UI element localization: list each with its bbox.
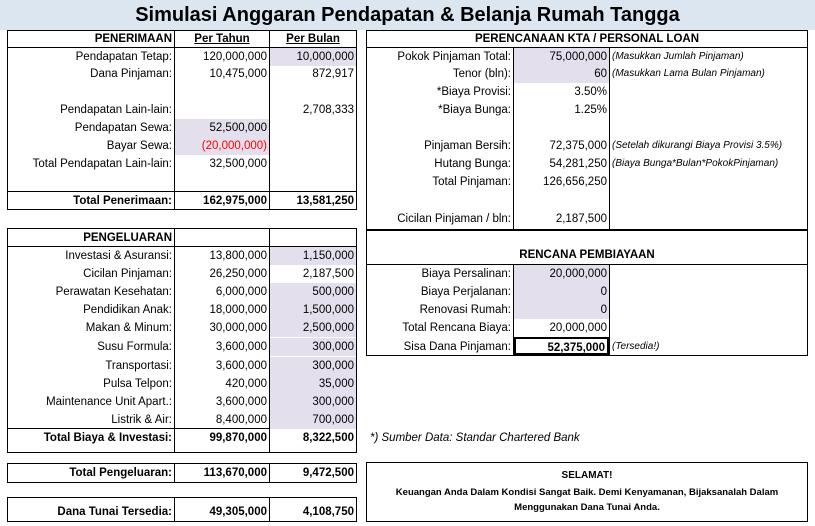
total-income-label: Total Penerimaan:	[73, 195, 172, 207]
loan-note: (Masukkan Jumlah Pinjaman)	[612, 51, 744, 62]
loan-label: Total Pinjaman:	[432, 176, 511, 188]
total-cost-year: 99,870,000	[209, 432, 267, 444]
page-title: Simulasi Anggaran Pendapatan & Belanja Rumah Tangga	[0, 0, 815, 30]
expense-year-value: 26,250,000	[209, 268, 267, 280]
expense-month-input[interactable]: 300,000	[270, 393, 356, 411]
plan-section-header: RENCANA PEMBIAYAAN	[519, 249, 655, 261]
remaining-note: (Tersedia!)	[612, 341, 660, 352]
expense-label: Transportasi:	[105, 360, 172, 372]
total-cost-label: Total Biaya & Investasi:	[43, 432, 172, 444]
loan-note: (Biaya Bunga*Bulan*PokokPinjaman)	[612, 158, 779, 169]
cash-year: 49,305,000	[209, 506, 267, 518]
total-income-month: 13,581,250	[296, 195, 354, 207]
expense-month-input[interactable]: 300,000	[270, 338, 356, 356]
loan-label: Tenor (bln):	[452, 68, 511, 80]
income-month-input[interactable]: 10,000,000	[270, 48, 356, 66]
plan-label: Biaya Persalinan:	[421, 268, 511, 280]
expense-year-value: 6,000,000	[215, 286, 267, 298]
expense-month-input[interactable]: 700,000	[270, 411, 356, 429]
installment-label: Cicilan Pinjaman / bln:	[397, 213, 511, 225]
loan-note	[610, 173, 807, 191]
total-expense-label: Total Pengeluaran:	[69, 467, 172, 479]
loan-label: *Biaya Bunga:	[438, 104, 511, 116]
expense-year-value: 8,400,000	[215, 414, 267, 426]
income-year-value	[175, 101, 269, 119]
per-year-header: Per Tahun	[194, 33, 250, 45]
expense-month-input[interactable]: 500,000	[270, 283, 356, 301]
income-year-input[interactable]: (20,000,000)	[175, 137, 269, 155]
loan-note: (Masukkan Lama Bulan Pinjaman)	[612, 68, 765, 79]
expense-year-value: 3,600,000	[215, 360, 267, 372]
remaining-value: 52,375,000	[514, 337, 609, 355]
total-expense-month: 9,472,500	[302, 467, 354, 479]
cash-label: Dana Tunai Tersedia:	[57, 506, 172, 518]
loan-note	[610, 101, 807, 119]
plan-value-input[interactable]: 0	[514, 301, 609, 319]
expense-label: Listrik & Air:	[111, 414, 172, 426]
income-month-value	[270, 119, 356, 137]
income-label: Pendapatan Lain-lain:	[60, 104, 172, 116]
income-month-value	[270, 155, 356, 173]
expense-label: Maintenance Unit Apart.:	[46, 396, 172, 408]
income-label: Total Pendapatan Lain-lain:	[32, 158, 172, 170]
expense-label: Pulsa Telpon:	[103, 378, 172, 390]
loan-note: (Setelah dikurangi Biaya Provisi 3.5%)	[612, 140, 783, 151]
expense-section-header: PENGELUARAN	[83, 232, 172, 244]
expense-year-value: 3,600,000	[215, 341, 267, 353]
income-section-header: PENERIMAAN	[94, 33, 172, 45]
loan-label: Pokok Pinjaman Total:	[397, 51, 511, 63]
income-year-value: 120,000,000	[203, 51, 267, 63]
expense-month-input[interactable]: 1,150,000	[270, 247, 356, 265]
congrats-title: SELAMAT!	[561, 470, 613, 481]
remaining-label: Sisa Dana Pinjaman:	[403, 341, 511, 353]
loan-value: 72,375,000	[549, 140, 607, 152]
loan-value: 1.25%	[574, 104, 607, 116]
expense-year-value: 13,800,000	[209, 250, 267, 262]
income-label: Bayar Sewa:	[106, 140, 172, 152]
expense-label: Susu Formula:	[97, 341, 172, 353]
income-year-input[interactable]: 52,500,000	[175, 119, 269, 137]
income-label: Pendapatan Tetap:	[75, 51, 172, 63]
expense-label: Investasi & Asuransi:	[65, 250, 172, 262]
plan-value: 20,000,000	[549, 322, 607, 334]
expense-year-value: 420,000	[225, 378, 267, 390]
loan-tenor-input[interactable]: 60	[514, 65, 609, 83]
income-month-value	[270, 137, 356, 155]
expense-year-value: 18,000,000	[209, 304, 267, 316]
congrats-message-2: Menggunakan Dana Tunai Anda.	[514, 502, 660, 513]
expense-month-input[interactable]: 300,000	[270, 357, 356, 375]
plan-label: Renovasi Rumah:	[419, 304, 511, 316]
income-year-value: 10,475,000	[209, 68, 267, 80]
income-year-value: 32,500,000	[209, 158, 267, 170]
income-month-value: 2,708,333	[302, 104, 354, 116]
expense-year-value: 30,000,000	[209, 322, 267, 334]
total-cost-month: 8,322,500	[302, 432, 354, 444]
expense-month-input[interactable]: 35,000	[270, 375, 356, 393]
expense-label: Cicilan Pinjaman:	[83, 268, 172, 280]
plan-value-input[interactable]: 0	[514, 283, 609, 301]
expense-label: Makan & Minum:	[85, 322, 172, 334]
loan-label: Pinjaman Bersih:	[424, 140, 511, 152]
loan-value: 126,656,250	[543, 176, 607, 188]
loan-label: Hutang Bunga:	[434, 158, 511, 170]
total-income-year: 162,975,000	[203, 195, 267, 207]
expense-year-value: 3,600,000	[215, 396, 267, 408]
income-month-value: 872,917	[312, 68, 354, 80]
loan-principal-input[interactable]: 75,000,000	[514, 48, 609, 66]
expense-month-value: 2,187,500	[302, 268, 354, 280]
loan-value: 54,281,250	[549, 158, 607, 170]
plan-label: Biaya Perjalanan:	[420, 286, 511, 298]
expense-label: Pendidikan Anak:	[83, 304, 172, 316]
loan-label: *Biaya Provisi:	[436, 86, 511, 98]
plan-value-input[interactable]: 20,000,000	[514, 265, 609, 283]
plan-label: Total Rencana Biaya:	[402, 322, 511, 334]
loan-note	[610, 83, 807, 101]
congrats-message: Keuangan Anda Dalam Kondisi Sangat Baik. Demi Kenyamanan, Bijaksanalah Dalam	[395, 487, 779, 498]
installment-value: 2,187,500	[555, 213, 607, 225]
expense-label: Perawatan Kesehatan:	[55, 286, 172, 298]
income-label: Pendapatan Sewa:	[74, 122, 172, 134]
loan-section-header: PERENCANAAN KTA / PERSONAL LOAN	[474, 33, 700, 45]
expense-month-input[interactable]: 2,500,000	[270, 319, 356, 337]
income-label: Dana Pinjaman:	[90, 68, 172, 80]
loan-value: 3.50%	[574, 86, 607, 98]
total-expense-year: 113,670,000	[203, 467, 267, 479]
cash-month: 4,108,750	[302, 506, 354, 518]
source-note: *) Sumber Data: Standar Chartered Bank	[370, 432, 580, 444]
per-month-header: Per Bulan	[286, 33, 340, 45]
expense-month-input[interactable]: 1,500,000	[270, 301, 356, 319]
